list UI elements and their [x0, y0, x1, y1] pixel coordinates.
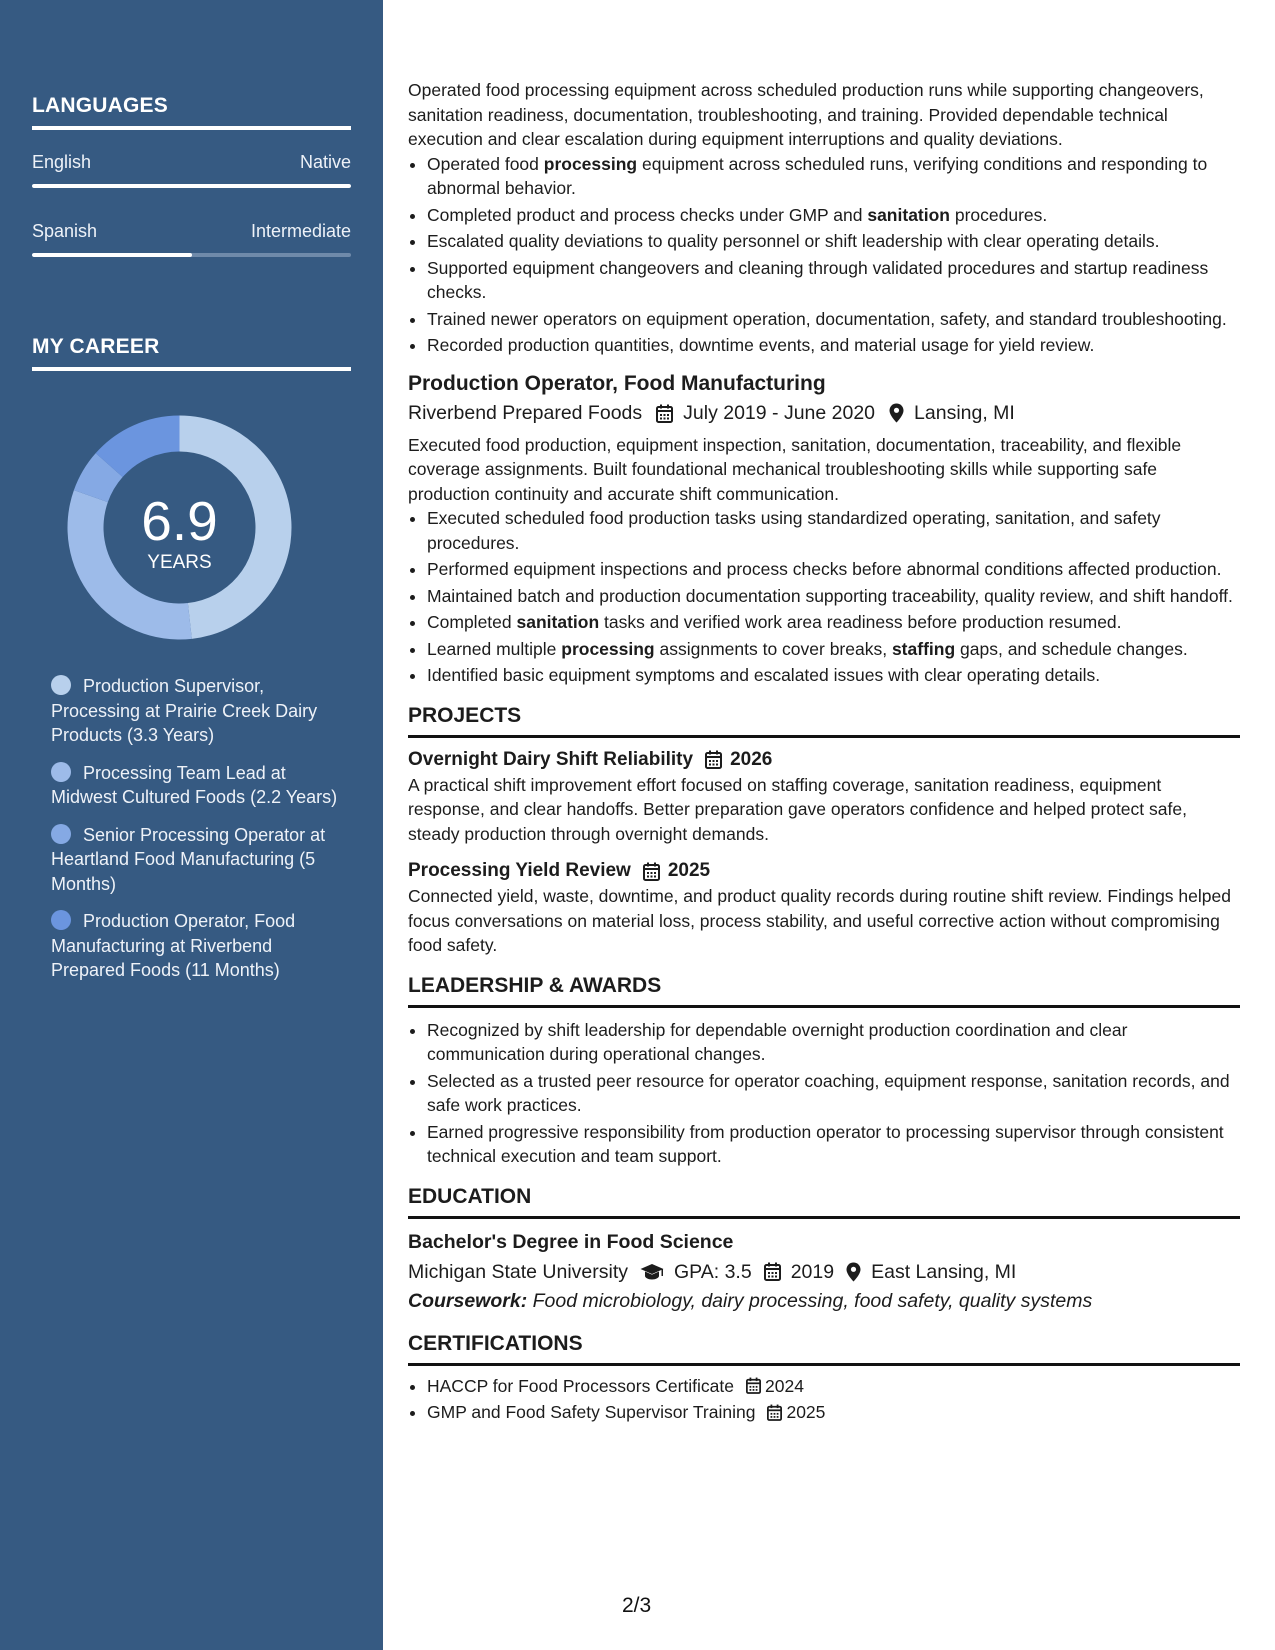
- certification-item: [427, 1400, 1240, 1425]
- degree-title: Bachelor's Degree in Food Science: [408, 1230, 734, 1253]
- bullet-text: Identified basic equipment symptoms and escalated issues with clear operating details.: [427, 665, 1101, 685]
- calendar-icon: [746, 1377, 761, 1394]
- project-description: A practical shift improvement effort focused on staffing coverage, sanitation readiness, equipment response, and clear handoffs. Better preparation gave operators confidence and helped protect safe, steady production through overnight demands.: [408, 774, 1187, 844]
- language-bar-spanish: [32, 253, 351, 257]
- bullet-item: [427, 584, 1240, 609]
- bullet-item: • Recognized by shift leadership for dependable overnight production coordination and clear communication during operational changes.: [427, 1018, 1240, 1067]
- bullet-text: Executed scheduled food production tasks using standardized operating, sanitation, and safety procedures.: [427, 508, 1161, 553]
- graduation-year: 2019: [790, 1260, 835, 1283]
- legend-dot: [51, 675, 71, 695]
- language-name: English: [32, 152, 92, 172]
- bullet-text: tasks and verified work area readiness before production resumed.: [599, 612, 1122, 632]
- job-summary: Operated food processing equipment across scheduled production runs while supporting changeovers, sanitation readiness, documentation, troubleshooting, and training. Provided dependable technical execution and clear escalation during equipment interruptions and quality deviations.: [408, 80, 1204, 149]
- map-pin-icon: [889, 403, 904, 423]
- project-name: Processing Yield Review: [408, 860, 631, 881]
- coursework-label: Coursework:: [408, 1289, 528, 1312]
- leadership-heading: LEADERSHIP & AWARDS: [408, 972, 1240, 1008]
- project-title: [408, 858, 1240, 884]
- leadership-list: [408, 1018, 1240, 1169]
- certifications-list: [408, 1374, 1240, 1425]
- bullet-item: • Selected as a trusted peer resource for operator coaching, equipment response, sanitation records, and safe work practices.: [427, 1069, 1240, 1118]
- bullet-item: • Earned progressive responsibility from production operator to processing supervisor through consistent technical execution and team support.: [427, 1120, 1240, 1169]
- bullet-text: Maintained batch and production documentation supporting traceability, quality review, and shift handoff.: [427, 585, 1233, 606]
- school-name: Michigan State University: [408, 1260, 629, 1283]
- bullet-keyword: processing: [561, 638, 655, 659]
- language-row-english: [32, 152, 351, 173]
- education-location: East Lansing, MI: [871, 1260, 1017, 1283]
- education-heading: EDUCATION: [408, 1183, 1240, 1219]
- sidebar: [0, 0, 383, 1650]
- bullet-keyword: staffing: [891, 638, 956, 659]
- coursework: [408, 1286, 1240, 1316]
- career-item-text: Processing Team Lead at Midwest Cultured Foods (2.2 Years): [51, 762, 338, 807]
- project-name: Overnight Dairy Shift Reliability: [408, 748, 694, 770]
- calendar-icon: [705, 750, 722, 769]
- bullet-item: [427, 229, 1240, 254]
- job-bullets: [408, 152, 1240, 358]
- job-title: Production Operator, Food Manufacturing: [408, 371, 826, 395]
- bullet-text: assignments to cover breaks,: [654, 638, 892, 659]
- language-bar-fill: [32, 184, 351, 188]
- bullet-item: [427, 307, 1240, 332]
- legend-dot: [51, 910, 71, 930]
- calendar-icon: [656, 404, 673, 423]
- bullet-keyword: processing: [543, 153, 638, 174]
- certification-name: • GMP and Food Safety Supervisor Training: [427, 1402, 756, 1422]
- career-item: [51, 909, 351, 983]
- job-meta: [408, 402, 1240, 425]
- certifications-heading: CERTIFICATIONS: [408, 1330, 1240, 1366]
- career-item-text: Production Supervisor, Processing at Prairie Creek Dairy Products (3.3 Years): [51, 676, 318, 745]
- job-location: Lansing, MI: [914, 401, 1015, 424]
- calendar-icon: [764, 1262, 781, 1281]
- language-level: Intermediate: [250, 221, 351, 241]
- language-row-spanish: [32, 221, 351, 242]
- company-name: Riverbend Prepared Foods: [408, 401, 643, 424]
- project-year: 2025: [667, 860, 711, 881]
- career-item: [51, 823, 351, 897]
- calendar-icon: [767, 1404, 782, 1421]
- bullet-item: [427, 506, 1240, 555]
- bullet-item: [427, 256, 1240, 305]
- main-content: [408, 78, 1240, 1427]
- career-total-value: 6.9: [141, 490, 218, 552]
- language-name: Spanish: [32, 221, 98, 241]
- bullet-text: Performed equipment inspections and process checks before abnormal conditions affected production.: [427, 559, 1222, 579]
- career-item: [51, 761, 351, 810]
- bullet-item: [427, 152, 1240, 201]
- gpa: GPA: 3.5: [674, 1260, 752, 1283]
- language-bar-english: [32, 184, 351, 188]
- job-bullets: [408, 506, 1240, 688]
- career-donut-chart: [67, 415, 292, 640]
- graduation-cap-icon: [640, 1263, 664, 1281]
- language-level: Native: [299, 152, 351, 172]
- career-item-text: Production Operator, Food Manufacturing at Riverbend Prepared Foods (11 Months): [51, 911, 296, 980]
- project-year: 2026: [730, 748, 773, 770]
- bullet-text: Supported equipment changeovers and cleaning through validated procedures and startup readiness checks.: [427, 257, 1209, 302]
- bullet-text: Recorded production quantities, downtime events, and material usage for yield review.: [427, 335, 1095, 355]
- coursework-text: Food microbiology, dairy processing, food safety, quality systems: [527, 1289, 1093, 1312]
- languages-heading: LANGUAGES: [32, 94, 351, 130]
- certification-year: 2024: [765, 1375, 804, 1396]
- bullet-text: Completed: [427, 612, 517, 632]
- career-item-text: Senior Processing Operator at Heartland Food Manufacturing (5 Months): [51, 824, 326, 894]
- bullet-item: [427, 637, 1240, 662]
- career-list: [51, 674, 351, 996]
- certification-name: • HACCP for Food Processors Certificate: [427, 1375, 735, 1396]
- education-meta: [408, 1258, 1240, 1286]
- bullet-keyword: sanitation: [867, 204, 950, 225]
- certification-year: 2025: [786, 1402, 826, 1422]
- bullet-text: Completed product and process checks under GMP and: [427, 204, 868, 225]
- certification-item: [427, 1374, 1240, 1399]
- career-total-unit: YEARS: [147, 552, 212, 573]
- bullet-keyword: sanitation: [516, 612, 600, 632]
- legend-dot: [51, 762, 71, 782]
- job-dates: July 2019 - June 2020: [683, 401, 876, 424]
- legend-dot: [51, 824, 71, 844]
- bullet-text: procedures.: [950, 204, 1048, 225]
- calendar-icon: [643, 862, 660, 881]
- bullet-item: [427, 203, 1240, 228]
- bullet-text: equipment across scheduled runs, verifying conditions and responding to abnormal behavior.: [427, 153, 1208, 198]
- bullet-text: Escalated quality deviations to quality personnel or shift leadership with clear operating details.: [427, 231, 1160, 251]
- bullet-text: Trained newer operators on equipment operation, documentation, safety, and standard troubleshooting.: [427, 308, 1227, 329]
- career-heading: MY CAREER: [32, 335, 351, 371]
- bullet-text: gaps, and schedule changes.: [955, 638, 1188, 659]
- bullet-text: Learned multiple: [427, 638, 562, 659]
- bullet-item: [427, 333, 1240, 358]
- career-item: [51, 674, 351, 748]
- project-title: [408, 747, 1240, 773]
- page-number: 2/3: [622, 1594, 652, 1617]
- bullet-item: [427, 610, 1240, 635]
- language-bar-fill: [32, 253, 192, 257]
- bullet-item: [427, 663, 1240, 688]
- map-pin-icon: [846, 1262, 861, 1282]
- projects-heading: PROJECTS: [408, 702, 1240, 738]
- bullet-text: Operated food: [427, 153, 544, 174]
- project-description: Connected yield, waste, downtime, and product quality records during routine shift review. Findings helped focus conversations on material loss, process stability, and useful corrective action without compromising food safety.: [408, 886, 1231, 955]
- job-summary: Executed food production, equipment inspection, sanitation, documentation, traceability, and flexible coverage assignments. Built foundational mechanical troubleshooting skills while supporting safe production continuity and accurate shift communication.: [408, 434, 1182, 504]
- bullet-item: [427, 557, 1240, 582]
